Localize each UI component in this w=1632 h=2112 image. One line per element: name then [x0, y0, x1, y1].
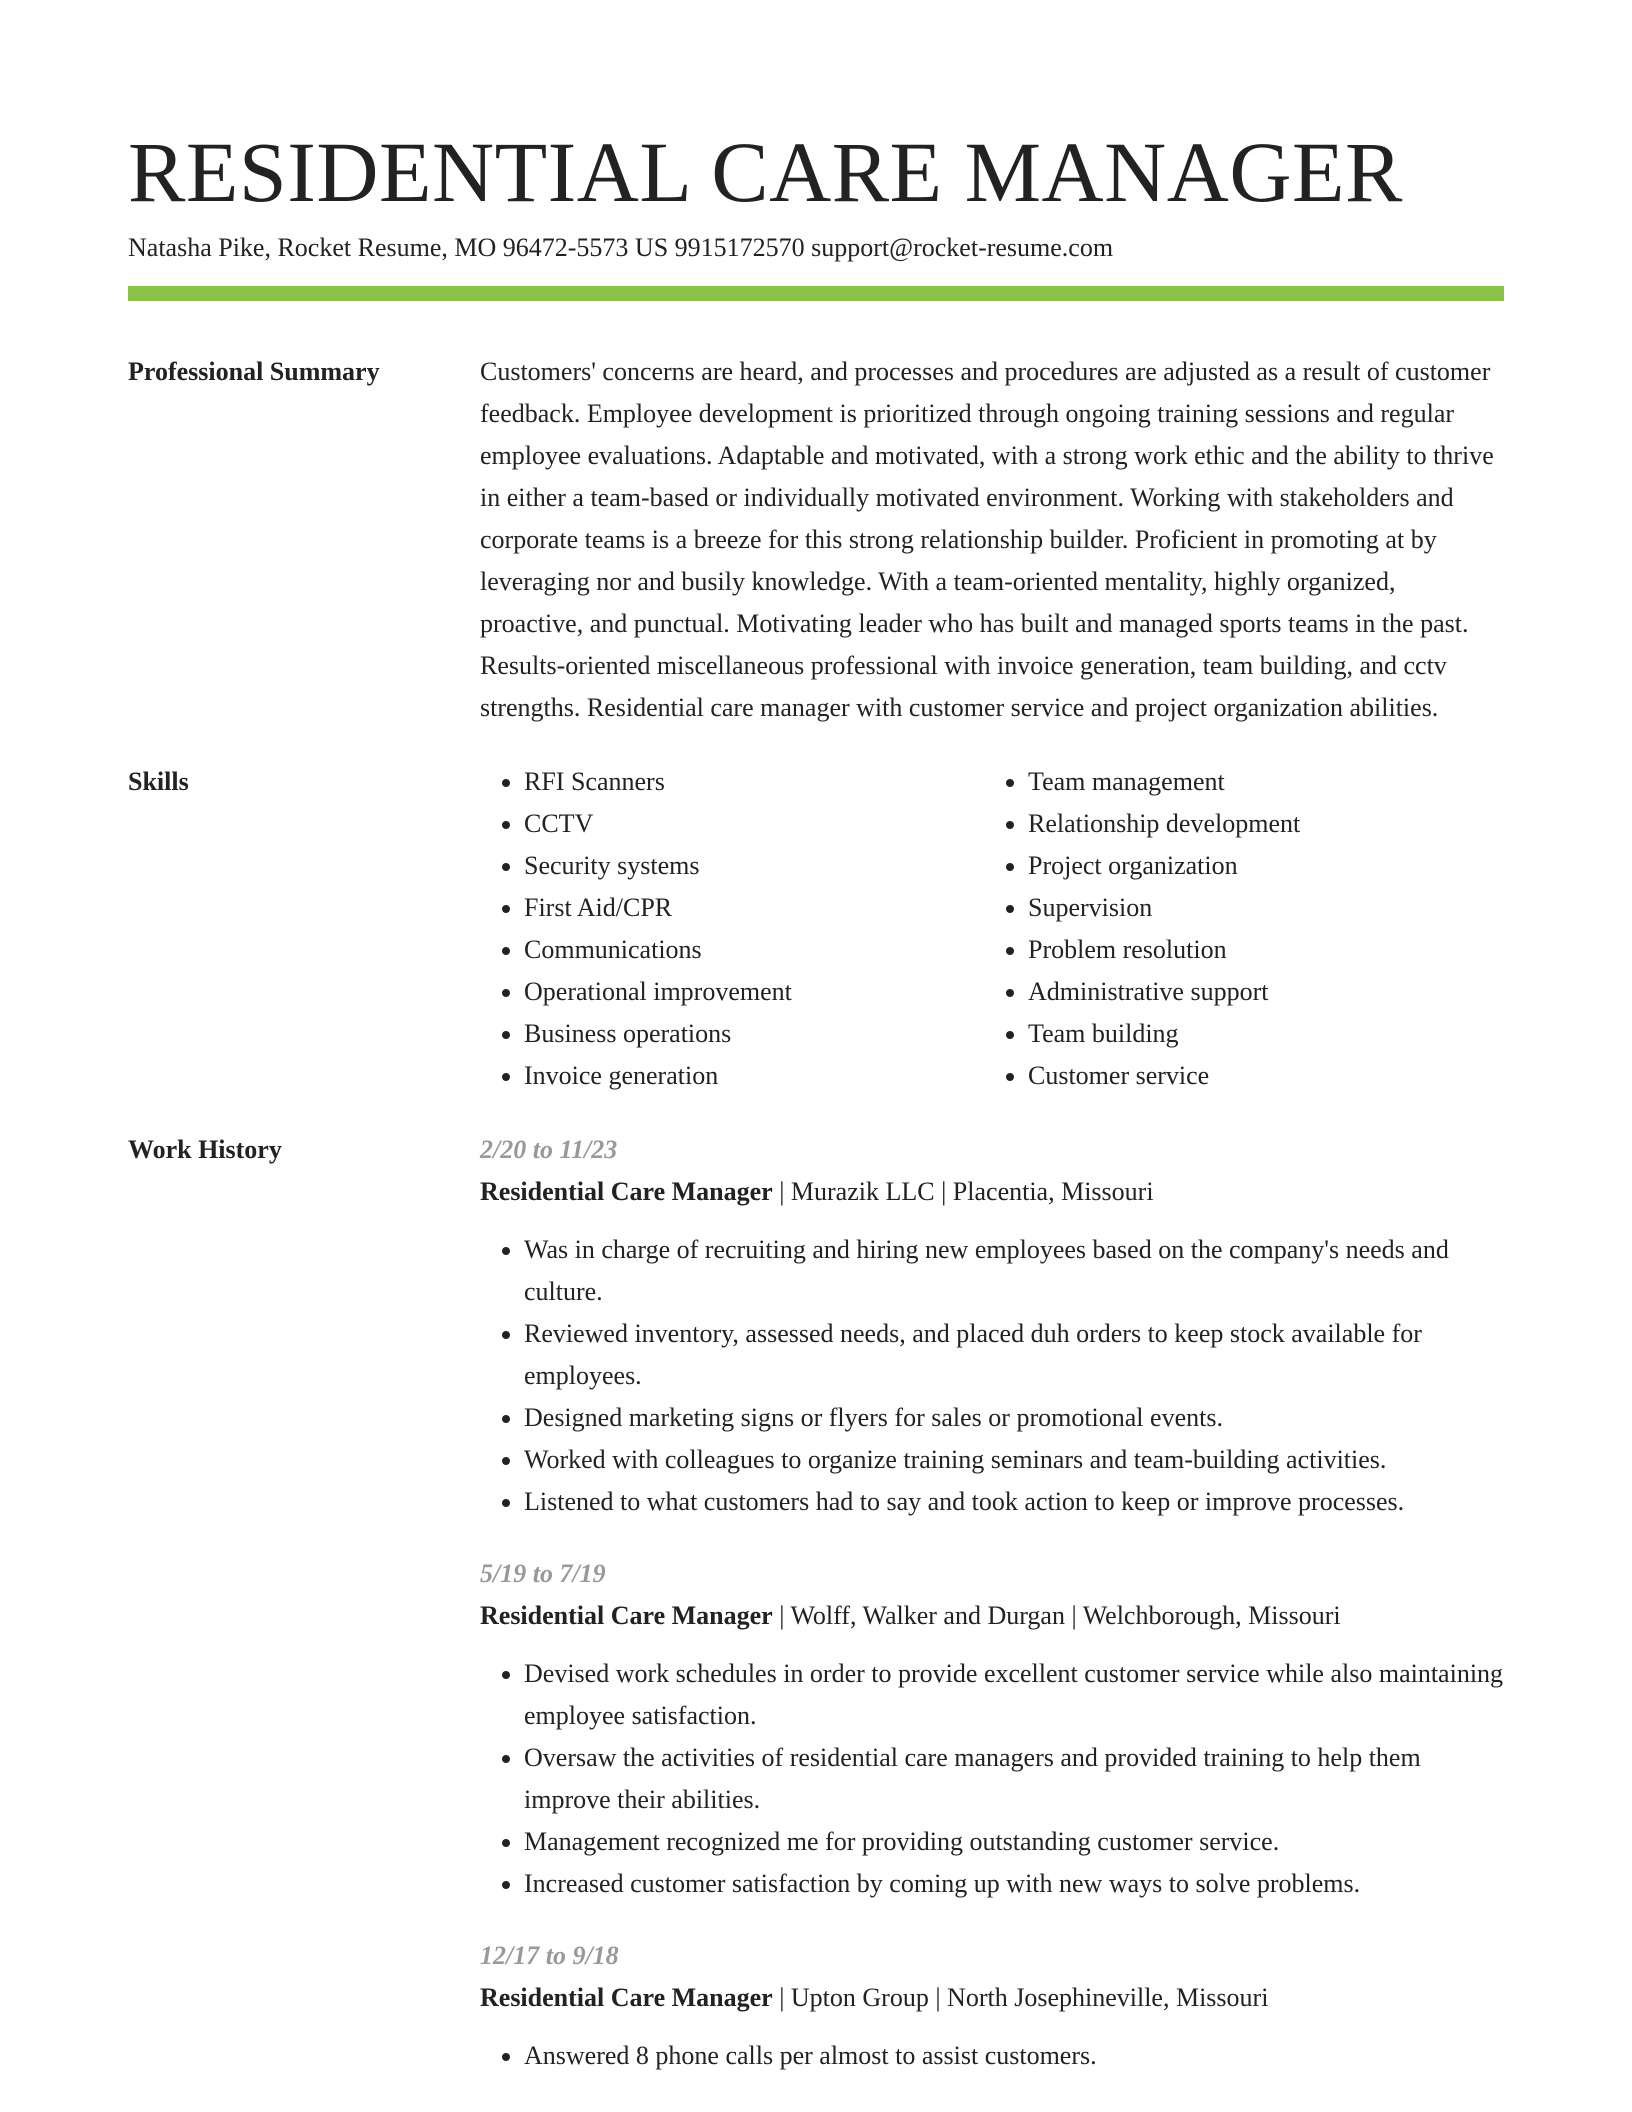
skill-item: • RFI Scanners — [524, 761, 984, 803]
skill-item: • Operational improvement — [524, 971, 984, 1013]
job-entry — [480, 1553, 1504, 1905]
job-bullet: • Listened to what customers had to say and took action to keep or improve processes. — [524, 1481, 1504, 1523]
job-title: Residential Care Manager — [480, 1177, 773, 1206]
job-bullet: • Was in charge of recruiting and hiring new employees based on the company's needs and culture. — [524, 1229, 1504, 1313]
section-label-work-history: Work History — [128, 1135, 282, 1164]
job-heading — [480, 1595, 1504, 1637]
skill-item: • Security systems — [524, 845, 984, 887]
skill-item: • Invoice generation — [524, 1055, 984, 1097]
header-divider — [128, 286, 1504, 301]
job-heading — [480, 1977, 1504, 2019]
skill-item: • First Aid/CPR — [524, 887, 984, 929]
job-bullet: • Worked with colleagues to organize training seminars and team-building activities. — [524, 1439, 1504, 1481]
job-bullets — [480, 1229, 1504, 1523]
summary-section — [128, 351, 1504, 729]
work-history-body — [480, 1129, 1504, 2107]
skill-item: • CCTV — [524, 803, 984, 845]
job-bullet: • Increased customer satisfaction by coming up with new ways to solve problems. — [524, 1863, 1504, 1905]
job-bullets — [480, 1653, 1504, 1905]
skill-item: • Project organization — [1028, 845, 1488, 887]
job-bullet: • Reviewed inventory, assessed needs, and placed duh orders to keep stock available for employees. — [524, 1313, 1504, 1397]
skill-item: • Team management — [1028, 761, 1488, 803]
skill-item: • Team building — [1028, 1013, 1488, 1055]
job-title: Residential Care Manager — [480, 1601, 773, 1630]
skill-item: • Supervision — [1028, 887, 1488, 929]
job-entry — [480, 1935, 1504, 2077]
job-bullet: • Designed marketing signs or flyers for sales or promotional events. — [524, 1397, 1504, 1439]
job-bullet: • Answered 8 phone calls per almost to assist customers. — [524, 2035, 1504, 2077]
skill-item: • Relationship development — [1028, 803, 1488, 845]
job-dates: 12/17 to 9/18 — [480, 1941, 619, 1970]
resume-page — [128, 0, 1504, 2107]
job-bullet: • Management recognized me for providing outstanding customer service. — [524, 1821, 1504, 1863]
job-dates: 2/20 to 11/23 — [480, 1135, 618, 1164]
contact-line: Natasha Pike, Rocket Resume, MO 96472-5573 US 9915172570 support@rocket-resume.com — [128, 233, 1114, 262]
job-title: Residential Care Manager — [480, 1983, 773, 2012]
work-history-section — [128, 1129, 1504, 2107]
job-entry — [480, 1129, 1504, 1523]
job-details: | Wolff, Walker and Durgan | Welchborough, Missouri — [772, 1601, 1341, 1630]
section-label-summary: Professional Summary — [128, 357, 380, 386]
skills-section — [128, 761, 1504, 1097]
skill-item: • Communications — [524, 929, 984, 971]
skill-item: • Problem resolution — [1028, 929, 1488, 971]
job-bullet: • Devised work schedules in order to provide excellent customer service while also maintaining employee satisfaction. — [524, 1653, 1504, 1737]
job-dates: 5/19 to 7/19 — [480, 1559, 606, 1588]
skill-item: • Customer service — [1028, 1055, 1488, 1097]
skill-item: • Administrative support — [1028, 971, 1488, 1013]
summary-text: Customers' concerns are heard, and processes and procedures are adjusted as a result of customer feedback. Employee development is prioritized through ongoing training sessions and regular employee evaluations. Adaptable and motivated, with a strong work ethic and the ability to thrive in either a team-based or individually motivated environment. Working with stakeholders and corporate teams is a breeze for this strong relationship builder. Proficient in promoting at by leveraging nor and busily knowledge. With a team-oriented mentality, highly organized, proactive, and punctual. Motivating leader who has built and managed sports teams in the past. Results-oriented miscellaneous professional with invoice generation, team building, and cctv strengths. Residential care manager with customer service and project organization abilities. — [480, 357, 1494, 722]
job-heading — [480, 1171, 1504, 1213]
skills-body — [480, 761, 1504, 1097]
job-bullet: • Oversaw the activities of residential care managers and provided training to help them improve their abilities. — [524, 1737, 1504, 1821]
job-details: | Murazik LLC | Placentia, Missouri — [772, 1177, 1154, 1206]
section-label-skills: Skills — [128, 767, 189, 796]
resume-title: RESIDENTIAL CARE MANAGER — [128, 124, 1403, 220]
job-details: | Upton Group | North Josephineville, Missouri — [772, 1983, 1269, 2012]
skills-list-left — [480, 761, 984, 1097]
skill-item: • Business operations — [524, 1013, 984, 1055]
skills-list-right — [984, 761, 1488, 1097]
job-bullets — [480, 2035, 1504, 2077]
